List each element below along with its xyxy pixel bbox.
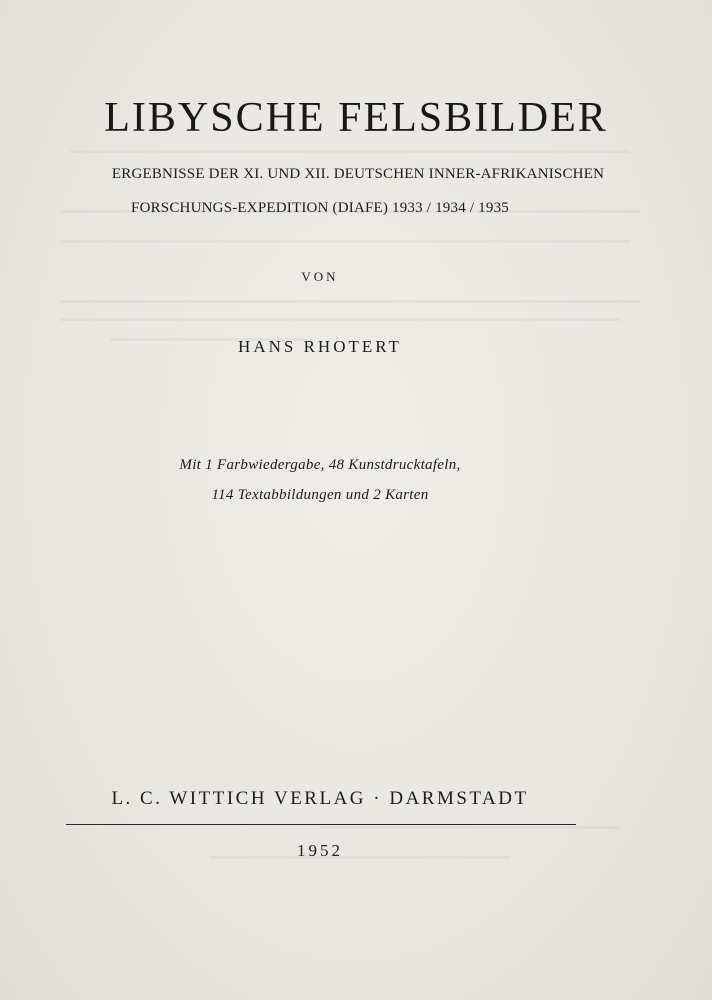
by-label: VON bbox=[301, 269, 339, 284]
publisher-imprint: L. C. WITTICH VERLAG · DARMSTADT bbox=[111, 788, 529, 809]
imprint-divider bbox=[66, 824, 576, 825]
publication-year: 1952 bbox=[297, 841, 343, 860]
book-title: LIBYSCHE FELSBILDER bbox=[104, 95, 608, 141]
author-name: HANS RHOTERT bbox=[238, 337, 402, 356]
subtitle-line-2: FORSCHUNGS-EXPEDITION (DIAFE) 1933 / 1934 / 1935 bbox=[131, 200, 509, 216]
illustrations-line-1: Mit 1 Farbwiedergabe, 48 Kunstdrucktafeln, bbox=[179, 457, 461, 473]
subtitle-line-1: ERGEBNISSE DER XI. UND XII. DEUTSCHEN INNER-AFRIKANISCHEN bbox=[111, 166, 605, 182]
illustrations-line-2: 114 Textabbildungen und 2 Karten bbox=[211, 487, 429, 503]
